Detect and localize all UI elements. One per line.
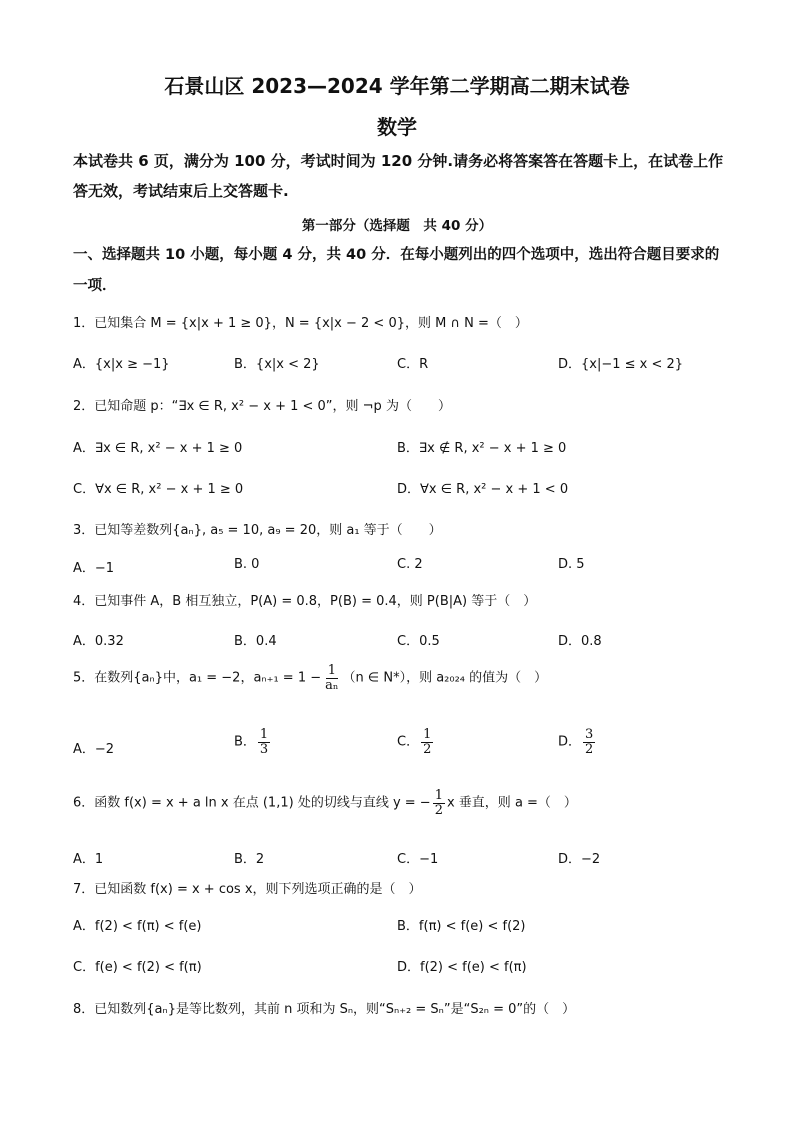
question-7-option-d: D．f(2) < f(e) < f(π) (397, 960, 527, 975)
question-6-stem (73, 789, 577, 817)
subject-title: 数学 (377, 115, 417, 139)
question-1-option-c: C．R (397, 357, 429, 372)
fraction-numerator: 3 (585, 727, 594, 742)
question-2-stem: 2．已知命题 p：“∃x ∈ R, x² − x + 1 < 0”，则 ¬p 为（ ） (73, 399, 451, 414)
question-1-option-b: B．{x|x < 2} (234, 357, 320, 372)
fraction-denominator: aₙ (325, 677, 339, 693)
question-5-fraction (323, 664, 340, 692)
question-6-stem-end: x 垂直，则 a =（ ） (446, 795, 577, 811)
question-3-option-a: A．−1 (73, 561, 115, 576)
question-1-option-d: D．{x|−1 ≤ x < 2} (558, 357, 684, 372)
question-4-option-d: D．0.8 (558, 634, 602, 649)
fraction-numerator: 1 (434, 788, 443, 803)
section-instruction: 一、选择题共 10 小题，每小题 4 分，共 40 分．在每小题列出的四个选项中，选出符合题目要求的一项． (73, 247, 720, 294)
question-5-option-d (558, 728, 597, 756)
option-letter: B． (234, 734, 256, 750)
question-6-stem-start: 6．函数 f(x) = x + a ln x 在点 (1,1) 处的切线与直线 y = − (73, 795, 431, 811)
question-2-option-b: B．∃x ∉ R, x² − x + 1 ≥ 0 (397, 441, 567, 456)
question-5-option-c (397, 728, 435, 756)
question-5-option-b (234, 728, 272, 756)
question-3-option-d: D. 5 (558, 557, 585, 572)
question-7-option-b: B．f(π) < f(e) < f(2) (397, 919, 526, 934)
question-1-option-a: A．{x|x ≥ −1} (73, 357, 170, 372)
option-fraction (583, 728, 595, 756)
fraction-denominator: 2 (585, 741, 594, 757)
fraction-numerator: 1 (327, 663, 336, 678)
question-7-option-c: C．f(e) < f(2) < f(π) (73, 960, 202, 975)
question-6-option-a: A．1 (73, 852, 104, 867)
question-4-option-a: A．0.32 (73, 634, 124, 649)
option-value: −2 (94, 742, 115, 757)
option-letter: D． (558, 734, 582, 750)
question-5-stem (73, 664, 547, 692)
question-2-option-d: D．∀x ∈ R, x² − x + 1 < 0 (397, 482, 569, 497)
question-6-fraction (433, 789, 445, 817)
question-7-option-a: A．f(2) < f(π) < f(e) (73, 919, 202, 934)
option-fraction (421, 728, 433, 756)
question-4-stem: 4．已知事件 A，B 相互独立，P(A) = 0.8，P(B) = 0.4，则 P(B|A) 等于（ ） (73, 594, 537, 609)
fraction-denominator: 3 (259, 741, 269, 757)
question-3-option-c: C. 2 (397, 557, 423, 572)
exam-instructions: 本试卷共 6 页，满分为 100 分，考试时间为 120 分钟.请务必将答案答在答题卡上，在试卷上作答无效，考试结束后上交答题卡. (73, 152, 724, 200)
option-letter: A． (73, 742, 95, 757)
question-7-stem: 7．已知函数 f(x) = x + cos x，则下列选项正确的是（ ） (73, 882, 422, 897)
question-6-option-c: C．−1 (397, 852, 439, 867)
question-3-stem: 3．已知等差数列{aₙ}, a₅ = 10, a₉ = 20，则 a₁ 等于（ ） (73, 523, 442, 538)
fraction-numerator: 1 (423, 727, 432, 742)
question-6-option-b: B．2 (234, 852, 265, 867)
question-6-option-d: D．−2 (558, 852, 601, 867)
question-4-option-c: C．0.5 (397, 634, 440, 649)
fraction-denominator: 2 (423, 741, 432, 757)
fraction-numerator: 1 (259, 727, 269, 742)
question-8-stem: 8．已知数列{aₙ}是等比数列，其前 n 项和为 Sₙ，则“Sₙ₊₂ = Sₙ”是“S₂ₙ = 0”的（ ） (73, 1002, 576, 1017)
question-5-stem-start: 5．在数列{aₙ}中，a₁ = −2，aₙ₊₁ = 1 − (73, 670, 322, 686)
part-heading: 第一部分（选择题 共 40 分） (301, 218, 493, 234)
question-1-stem: 1．已知集合 M = {x|x + 1 ≥ 0}，N = {x|x − 2 < 0}，则 M ∩ N =（ ） (73, 316, 528, 331)
question-5-stem-end: （n ∈ N*），则 a₂₀₂₄ 的值为（ ） (342, 670, 548, 686)
question-4-option-b: B．0.4 (234, 634, 277, 649)
option-letter: C． (397, 734, 420, 750)
fraction-denominator: 2 (434, 802, 443, 818)
option-fraction (258, 728, 270, 756)
question-2-option-a: A．∃x ∈ R, x² − x + 1 ≥ 0 (73, 441, 243, 456)
question-2-option-c: C．∀x ∈ R, x² − x + 1 ≥ 0 (73, 482, 244, 497)
question-3-option-b: B. 0 (234, 557, 260, 572)
exam-title: 石景山区 2023—2024 学年第二学期高二期末试卷 (164, 74, 630, 98)
question-5-option-a (73, 738, 114, 757)
